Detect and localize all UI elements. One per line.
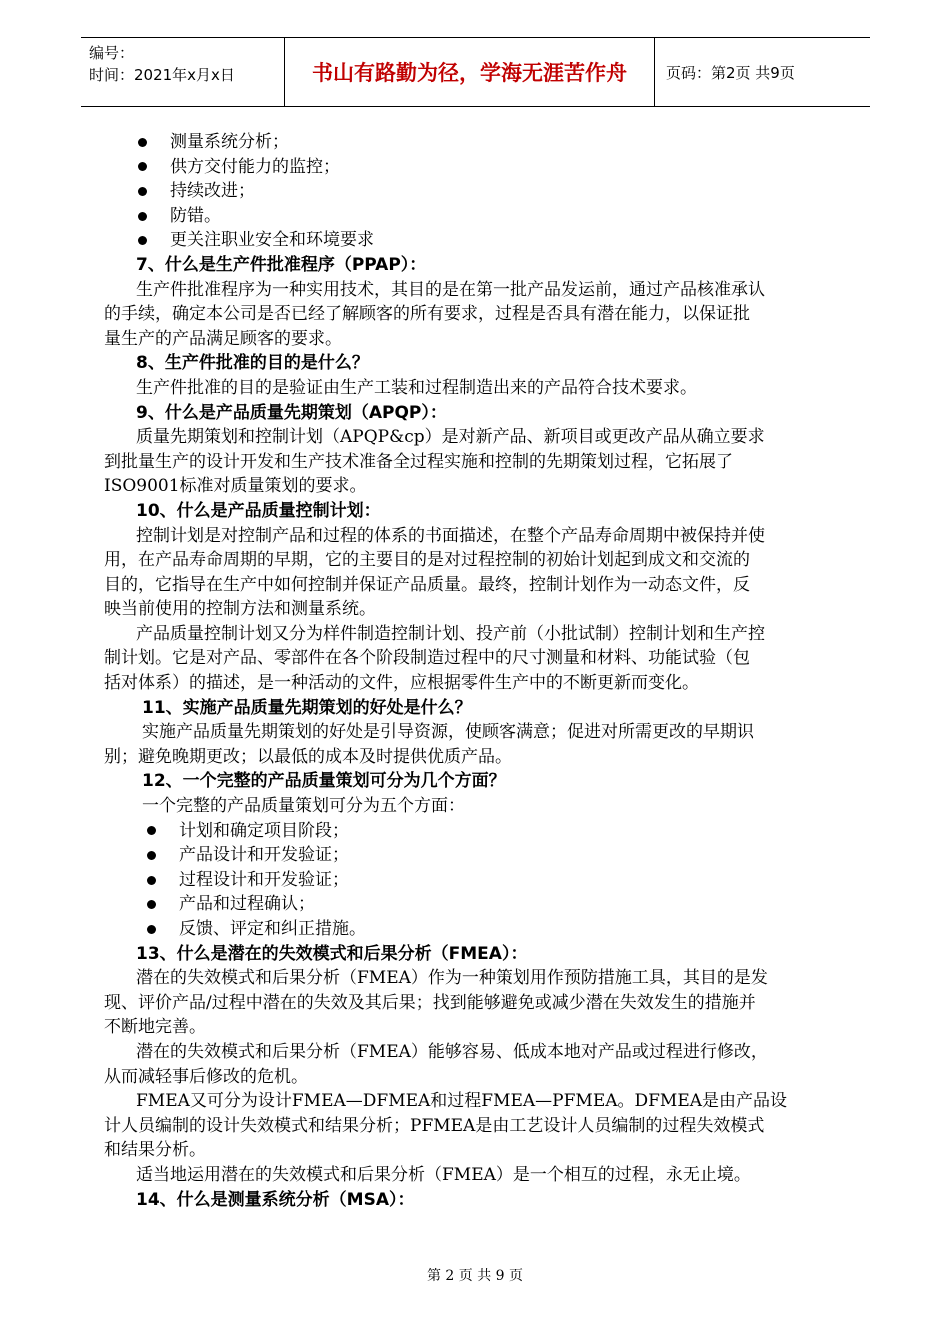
bullet-icon [147,900,156,909]
paragraph-line: 潜在的失效模式和后果分析（FMEA）作为一种策划用作预防措施工具，其目的是发 [136,968,768,989]
paragraph-line: 控制计划是对控制产品和过程的体系的书面描述，在整个产品寿命周期中被保持并使 [136,525,765,546]
bullet-icon [138,236,147,245]
header-page-number: 页码：第2页 共9页 [666,63,795,82]
paragraph-line: 括对体系）的描述，是一种活动的文件，应根据零件生产中的不断更新而变化。 [104,673,699,694]
bullet-icon [138,162,147,171]
paragraph-line: 计人员编制的设计失效模式和结果分析；PFMEA是由工艺设计人员编制的过程失效模式 [104,1115,765,1136]
list-item: 持续改进； [138,179,852,204]
paragraph-line: 质量先期策划和控制计划（APQP&cp）是对新产品、新项目或更改产品从确立要求 [136,427,765,448]
header-code: 编号： [89,44,135,62]
question-heading: 10、什么是产品质量控制计划： [136,500,381,521]
bullet-icon [138,138,147,147]
paragraph-line: 从而减轻事后修改的危机。 [104,1066,308,1087]
question-heading: 11、实施产品质量先期策划的好处是什么？ [142,697,472,718]
paragraph-line: 用，在产品寿命周期的早期，它的主要目的是对过程控制的初始计划起到成文和交流的 [104,550,750,571]
question-heading: 7、什么是生产件批准程序（PPAP）： [136,254,427,275]
question-heading: 9、什么是产品质量先期策划（APQP）： [136,402,447,423]
list-item: 防错。 [138,204,852,229]
list-item: 产品和过程确认； [147,892,852,917]
list-item: 供方交付能力的监控； [138,155,852,180]
paragraph-line: 量生产的产品满足顾客的要求。 [104,328,342,349]
question-heading: 14、什么是测量系统分析（MSA）： [136,1189,415,1210]
bullet-icon [138,212,147,221]
page-header [81,37,870,107]
bullet-icon [147,876,156,885]
header-motto: 书山有路勤为径，学海无涯苦作舟 [285,38,655,106]
paragraph-line: ISO9001标准对质量策划的要求。 [104,476,367,497]
paragraph-line: 的手续，确定本公司是否已经了解顾客的所有要求，过程是否具有潜在能力，以保证批 [104,304,750,325]
paragraph-line: FMEA又可分为设计FMEA—DFMEA和过程FMEA—PFMEA。DFMEA是由产品设 [136,1091,788,1112]
paragraph-line: 适当地运用潜在的失效模式和后果分析（FMEA）是一个相互的过程，永无止境。 [136,1164,751,1185]
question-heading: 12、一个完整的产品质量策划可分为几个方面？ [142,771,506,792]
question-heading: 13、什么是潜在的失效模式和后果分析（FMEA）： [136,943,528,964]
document-body [104,130,852,1212]
bullet-icon [147,826,156,835]
paragraph-line: 生产件批准程序为一种实用技术，其目的是在第一批产品发运前，通过产品核准承认 [136,279,765,300]
bullet-icon [138,187,147,196]
paragraph-line: 目的，它指导在生产中如何控制并保证产品质量。最终，控制计划作为一动态文件，反 [104,574,750,595]
question-heading: 8、生产件批准的目的是什么？ [136,353,369,374]
list-item: 测量系统分析； [138,130,852,155]
paragraph-line: 产品质量控制计划又分为样件制造控制计划、投产前（小批试制）控制计划和生产控 [136,623,765,644]
list-item: 产品设计和开发验证； [147,843,852,868]
paragraph-line: 生产件批准的目的是验证由生产工装和过程制造出来的产品符合技术要求。 [136,377,697,398]
paragraph-line: 一个完整的产品质量策划可分为五个方面： [142,796,465,817]
list-item: 过程设计和开发验证； [147,868,852,893]
paragraph-line: 映当前使用的控制方法和测量系统。 [104,599,376,620]
paragraph-line: 不断地完善。 [104,1017,206,1038]
page-footer: 第 2 页 共 9 页 [426,1268,524,1284]
list-item: 更关注职业安全和环境要求 [138,228,852,253]
paragraph-line: 制计划。它是对产品、零部件在各个阶段制造过程中的尺寸测量和材料、功能试验（包 [104,648,750,669]
paragraph-line: 到批量生产的设计开发和生产技术准备全过程实施和控制的先期策划过程，它拓展了 [104,451,733,472]
paragraph-line: 别；避免晚期更改；以最低的成本及时提供优质产品。 [104,746,512,767]
paragraph-line: 现、评价产品/过程中潜在的失效及其后果；找到能够避免或减少潜在失效发生的措施并 [104,992,756,1013]
paragraph-line: 潜在的失效模式和后果分析（FMEA）能够容易、低成本地对产品或过程进行修改， [136,1041,768,1062]
header-info [81,38,285,106]
paragraph-line: 和结果分析。 [104,1140,206,1161]
paragraph-line: 实施产品质量先期策划的好处是引导资源，使顾客满意；促进对所需更改的早期识 [142,722,754,743]
bullet-icon [147,851,156,860]
list-item: 计划和确定项目阶段； [147,819,852,844]
bullet-icon [147,925,156,934]
header-date: 时间：2021年x月x日 [89,66,235,84]
list-item: 反馈、评定和纠正措施。 [147,917,852,942]
